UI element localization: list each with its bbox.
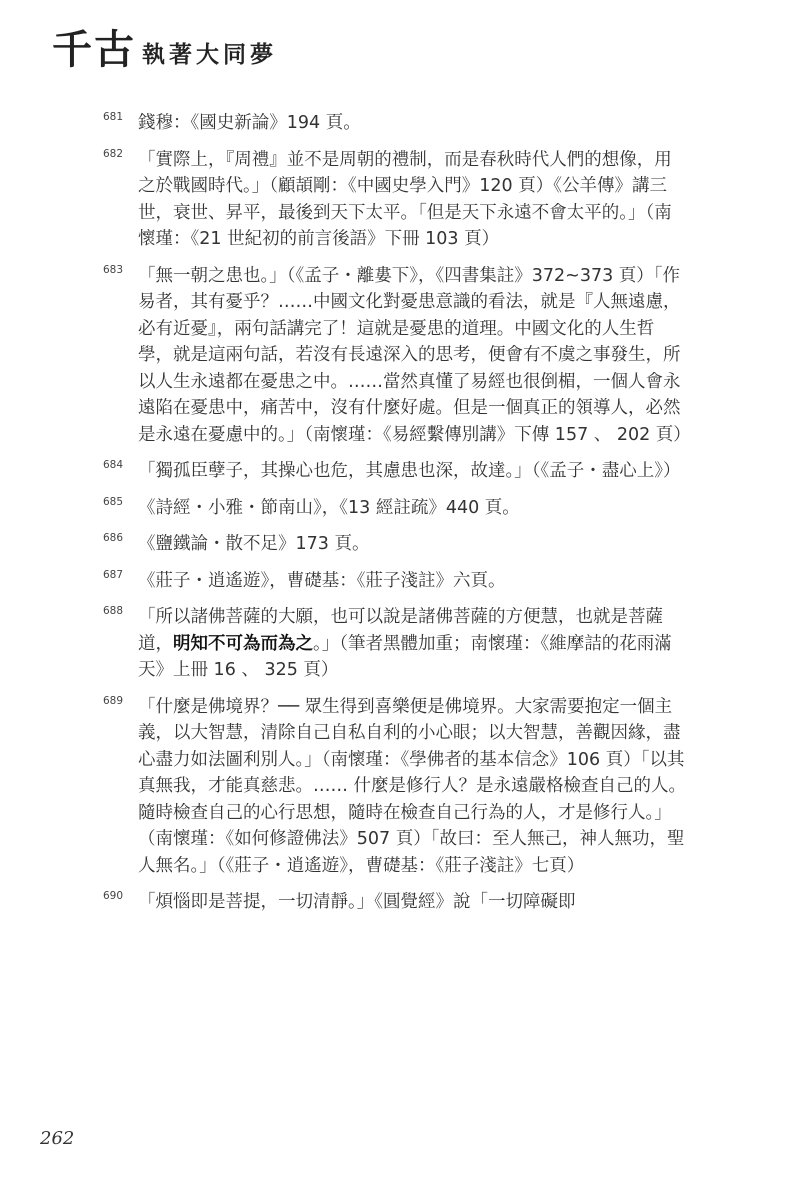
footnote-text: 錢穆：《國史新論》194 頁。 — [138, 113, 361, 133]
footnote-681 — [103, 110, 688, 137]
header-title-large: 千古 — [52, 26, 136, 73]
footnote-text: 《莊子・逍遙遊》，曹礎基：《莊子淺註》六頁。 — [138, 570, 506, 591]
footnote-686 — [103, 531, 688, 558]
footnote-number: 683 — [103, 263, 124, 276]
footnote-number: 684 — [103, 459, 124, 471]
running-header — [52, 28, 277, 72]
footnote-682 — [103, 147, 688, 253]
footnote-number: 687 — [103, 568, 124, 581]
footnote-number: 686 — [103, 532, 124, 544]
footnote-number: 689 — [103, 694, 124, 707]
header-title-small: 執著大同夢 — [142, 41, 277, 68]
page-number: 262 — [40, 1128, 75, 1149]
footnote-number: 682 — [103, 147, 124, 160]
footnote-683 — [103, 263, 691, 449]
footnote-687 — [103, 568, 688, 595]
footnote-text: 《詩經・小雅・節南山》，《13 經註疏》440 頁。 — [138, 497, 520, 518]
footnote-number: 685 — [103, 495, 124, 508]
footnote-text: 「煩惱即是菩提，一切清靜。」《圓覺經》說「一切障礙即 — [138, 892, 576, 912]
footnote-number: 688 — [103, 605, 124, 617]
footnote-text — [138, 604, 688, 684]
footnote-684 — [103, 458, 688, 485]
footnote-text: 「實際上，『周禮』並不是周朝的禮制，而是春秋時代人們的想像，用之於戰國時代。」（顧頡剛：《中國史學入門》120 頁）《公羊傳》講三世，衰世、昇平，最後到天下太平。「但是天下永遠不會太平的。」（南懷瑾：《21 世紀初的前言後語》下冊 103 頁） — [138, 149, 672, 249]
bold-emphasis: 明知不可為而為之 — [173, 633, 313, 654]
footnote-text-part: 。」（筆者黑體加重；南懷瑾：《維摩詰的花雨滿天》上冊 16 、 325 頁） — [138, 633, 672, 680]
footnote-text: 「什麼是佛境界？── 眾生得到喜樂便是佛境界。大家需要抱定一個主義，以大智慧，清除自己自私自利的小心眼；以大智慧，善觀因緣，盡心盡力如法圖利別人。」（南懷瑾：《學佛者的基本信念》106 頁）「以其真無我，才能真慈悲。…… 什麼是修行人？是永遠嚴格檢查自己的人。隨時檢查自己的心行思想，隨時在檢查自己行為的人，才是修行人。」（南懷瑾：《如何修證佛法》507 頁）「故曰：至人無己，神人無功，聖人無名。」（《莊子・逍遙遊》，曹礎基：《莊子淺註》七頁） — [138, 696, 687, 876]
footnote-text-part: 「所以諸佛菩薩的大願，也可以說是諸佛菩薩的方便慧，也就是菩薩道， — [138, 607, 663, 654]
footnote-690 — [103, 889, 688, 916]
footnote-689 — [103, 694, 688, 880]
footnote-text: 「獨孤臣孽子，其操心也危，其慮患也深，故達。」（《孟子・盡心上》） — [138, 461, 681, 481]
footnote-685 — [103, 495, 688, 522]
footnotes-list — [103, 110, 691, 926]
footnote-text: 「無一朝之患也。」（《孟子・離婁下》，《四書集註》372~373 頁）「作易者，其有憂乎？……中國文化對憂患意識的看法，就是『人無遠慮，必有近憂』，兩句話講完了！這就是憂患的道理。中國文化的人生哲學，就是這兩句話，若沒有長遠深入的思考，便會有不虞之事發生，所以人生永遠都在憂患之中。……當然真懂了易經也很倒楣，一個人會永遠陷在憂患中，痛苦中，沒有什麼好處。但是一個真正的領導人，必然是永遠在憂慮中的。」（南懷瑾：《易經繫傳別講》下傳 157 、 202 頁） — [138, 265, 691, 445]
footnote-number: 681 — [103, 111, 124, 123]
footnote-text: 《鹽鐵論・散不足》173 頁。 — [138, 534, 370, 554]
footnote-number: 690 — [103, 890, 124, 902]
footnote-688 — [103, 604, 688, 684]
